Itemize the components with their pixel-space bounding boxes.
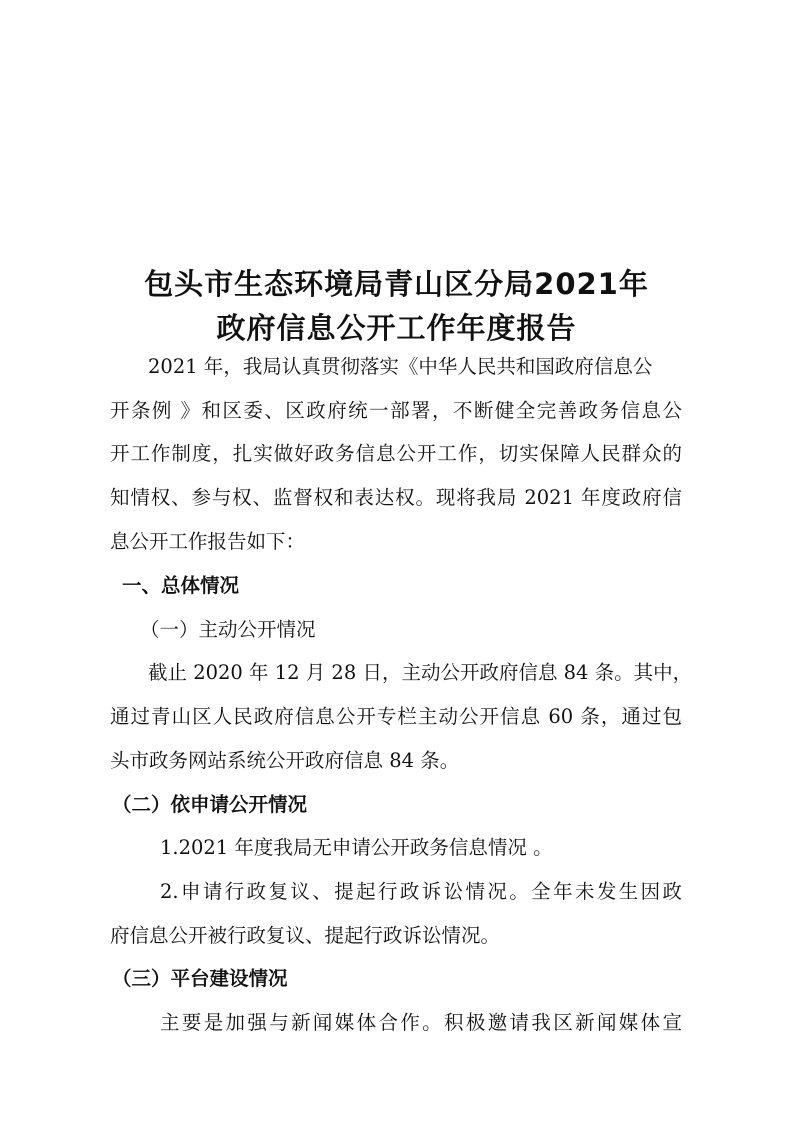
subsection-3-heading: （三）平台建设情况: [112, 967, 288, 990]
intro-line-3: 开工作制度，扎实做好政务信息公开工作，切实保障人民群众的: [110, 442, 682, 465]
intro-line-5: 息公开工作报告如下：: [110, 530, 306, 553]
subsection-3-line-1: 主要是加强与新闻媒体合作。积极邀请我区新闻媒体宣: [160, 1011, 682, 1034]
subsection-1-line-3: 头市政务网站系统公开政府信息 84 条。: [110, 749, 460, 772]
subsection-1-line-2: 通过青山区人民政府信息公开专栏主动公开信息 60 条，通过包: [110, 705, 682, 728]
section-1-heading: 一、总体情况: [122, 574, 240, 597]
subsection-1-heading: （一）主动公开情况: [140, 618, 316, 641]
subsection-2-item-1: 1.2021 年度我局无申请公开政务信息情况 。: [160, 836, 553, 859]
report-title-line-1: 包头市生态环境局青山区分局2021年: [144, 267, 649, 301]
subsection-2-item-2-line-2: 府信息公开被行政复议、提起行政诉讼情况。: [110, 924, 501, 947]
subsection-1-line-1: 截止 2020 年 12 月 28 日，主动公开政府信息 84 条。其中，: [148, 661, 693, 684]
report-title-line-2: 政府信息公开工作年度报告: [216, 311, 577, 345]
intro-line-2: 开条例 》和区委、区政府统一部署，不断健全完善政务信息公: [110, 399, 682, 422]
subsection-2-item-2-line-1: 2.申请行政复议、提起行政诉讼情况。全年未发生因政: [160, 880, 682, 903]
subsection-2-heading: （二）依申请公开情况: [112, 793, 308, 816]
intro-line-4: 知情权、参与权、监督权和表达权。现将我局 2021 年度政府信: [110, 486, 682, 509]
intro-line-1: 2021 年，我局认真贯彻落实《中华人民共和国政府信息公: [148, 355, 653, 378]
